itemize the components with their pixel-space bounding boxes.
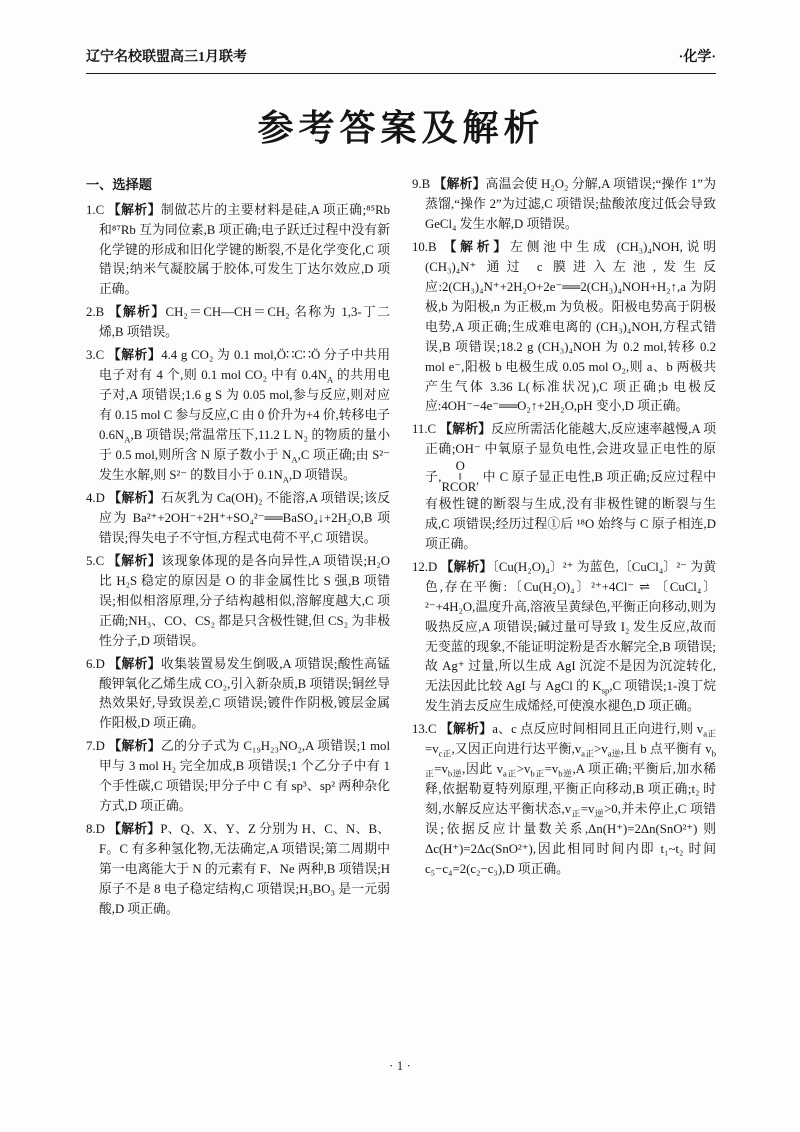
analysis-label: 【解析】	[108, 305, 166, 320]
question-number-answer: 9.B	[412, 177, 431, 191]
analysis-label: 【解析】	[107, 202, 162, 217]
question-number-answer: 13.C	[412, 722, 437, 737]
analysis-label: 【解析】	[108, 656, 161, 671]
carbonyl-structure: O ‖ RCOR′	[441, 459, 480, 495]
two-column-body	[86, 175, 716, 923]
answer-item-6	[86, 655, 390, 735]
analysis-label: 【解析】	[107, 348, 162, 363]
section-heading-choice: 一、选择题	[86, 177, 152, 192]
question-number-answer: 3.C	[86, 348, 105, 363]
answer-item-8	[86, 820, 390, 920]
subject-label: ·化学·	[678, 50, 716, 65]
question-number-answer: 5.C	[86, 553, 105, 568]
analysis-label: 【解析】	[108, 739, 161, 754]
question-number-answer: 6.D	[86, 656, 105, 671]
left-column	[86, 175, 390, 923]
exam-title: 辽宁名校联盟高三1月联考	[86, 50, 247, 65]
analysis-text: 反应所需活化能越大,反应速率越慢,A 项正确;OH⁻ 中氧原子显负电性,会进攻显正电性的原子, O ‖ RCOR′ 中 C 原子显正电性,B 项正确;反应过程中有极性键的断裂与生成,没有非极性键的断裂与生成,C 项错误;经历过程①后 ¹⁸O 始终与 C 原子相连,D 项正确。	[425, 422, 716, 551]
analysis-label: 【解析】	[440, 559, 493, 574]
answer-item-7	[86, 737, 390, 817]
analysis-text: 乙的分子式为 C₁₉H₂₃NO₂,A 项错误;1 mol 甲与 3 mol H₂ 完全加成,B 项错误;1 个乙分子中有 1 个手性碳,C 项错误;甲分子中 C 有 sp³、sp² 两种杂化方式,D 项正确。	[99, 739, 390, 814]
question-number-answer: 7.D	[86, 739, 105, 754]
analysis-label: 【解析】	[108, 822, 161, 837]
analysis-label: 【解析】	[440, 722, 493, 737]
question-number-answer: 2.B	[86, 305, 105, 320]
analysis-label: 【解析】	[439, 422, 492, 437]
analysis-label: 【解析】	[443, 239, 510, 254]
analysis-label: 【解析】	[433, 177, 486, 191]
analysis-text: 4.4 g CO₂ 为 0.1 mol,Ö∷C∷Ö 分子中共用电子对有 4 个,则 0.1 mol CO₂ 中有 $0.4N_A$ 的共用电子对,A 项错误;1.6 g S 为 0.05 mol,参与反应,则对应有 0.15 mol C 参与反应,C 由 0 价升为+4 价,转移电子 $0.6N_A,B$ 项错误;常温常压下,11.2 L N₂ 的物质的量小于 0.5 mol,则所含 N 原子数小于 $N_A,C$ 项正确;由 S²⁻ 发生水解,则 S²⁻ 的数目小于 $0.1N_A,D$ 项错误。	[99, 348, 391, 485]
answer-item-1	[86, 201, 390, 301]
analysis-text: 制做芯片的主要材料是硅,A 项正确;⁸⁵Rb 和⁸⁷Rb 互为同位素,B 项正确;电子跃迁过程中没有新化学键的形成和旧化学键的断裂,不是化学变化,C 项错误;纳米气凝胶属于胶体,可发生丁达尔效应,D 项正确。	[99, 202, 390, 297]
answer-item-13	[412, 720, 716, 880]
analysis-label: 【解析】	[107, 553, 162, 568]
page-title: 参考答案及解析	[257, 108, 545, 148]
answer-item-11	[412, 420, 716, 554]
analysis-text: 高温会使 H₂O₂ 分解,A 项错误;“操作 1”为蒸馏,“操作 2”为过滤,C 项错误;盐酸浓度过低会导致 GeCl₄ 发生水解,D 项错误。	[425, 177, 716, 231]
question-number-answer: 12.D	[412, 559, 438, 574]
page-footer	[0, 1058, 800, 1074]
answer-item-12	[412, 558, 716, 718]
analysis-label: 【解析】	[108, 490, 161, 505]
analysis-text: 〔Cu(H₂O)₄〕²⁺ 为蓝色,〔CuCl₄〕²⁻ 为黄色,存在平衡:〔Cu(H₂O)₄〕²⁺+4Cl⁻ ⇌ 〔CuCl₄〕²⁻+4H₂O,温度升高,溶液呈黄绿色,平衡正向移动,则为吸热反应,A 项错误;碱过量可导致 I₂ 发生反应,故而无变蓝的现象,不能证明淀粉是否水解完全,B 项错误;故 Ag⁺ 过量,所以生成 AgI 沉淀不是因为沉淀转化,无法因此比较 AgI 与 AgCl 的 $K_{sp},C$ 项错误;1-溴丁烷发生消去反应生成烯烃,可使溴水褪色,D 项正确。	[425, 559, 717, 714]
question-number-answer: 1.C	[86, 202, 105, 217]
question-number-answer: 4.D	[86, 490, 105, 505]
answer-item-3	[86, 346, 390, 486]
question-number-answer: 10.B	[412, 239, 437, 254]
right-column	[412, 175, 716, 923]
answer-item-10	[412, 238, 716, 418]
analysis-text: P、Q、X、Y、Z 分别为 H、C、N、B、F。C 有多种氢化物,无法确定,A 项错误;第二周期中第一电离能大于 N 的元素有 F、Ne 两种,B 项错误;H 原子不是 8 电子稳定结构,C 项错误;H₃BO₃ 是一元弱酸,D 项正确。	[99, 822, 391, 916]
analysis-text: 收集装置易发生倒吸,A 项错误;酸性高锰酸钾氧化乙烯生成 CO₂,引入新杂质,B 项错误;铜丝导热效果好,导致误差,C 项错误;镀件作阴极,镀层金属作阳极,D 项正确。	[99, 656, 390, 731]
analysis-text: CH₂＝CH—CH＝CH₂ 名称为 1,3-丁二烯,B 项错误。	[99, 305, 391, 340]
answer-item-9	[412, 175, 716, 235]
analysis-text: 左侧池中生成 (CH₃)₄NOH,说明 (CH₃)₄N⁺ 通过 c 膜进入左池,发生反应:2(CH₃)₄N⁺+2H₂O+2e⁻══2(CH₃)₄NOH+H₂↑,a 为阴极,b 为阳极,n 为正极,m 为负极。阳极电势高于阴极电势,A 项正确;生成难电离的 (CH₃)₄NOH,方程式错误,B 项错误;18.2 g (CH₃)₄NOH 为 0.2 mol,转移 0.2 mol e⁻,阳极 b 电极生成 0.05 mol O₂,则 a、b 两极共产生气体 3.36 L(标准状况),C 项正确;b 电极反应:4OH⁻−4e⁻══O₂↑+2H₂O,pH 变小,D 项正确。	[425, 239, 717, 414]
analysis-text: 石灰乳为 Ca(OH)₂ 不能溶,A 项错误;该反应为 Ba²⁺+2OH⁻+2H⁺+SO₄²⁻══BaSO₄↓+2H₂O,B 项错误;得失电子不守恒,方程式电荷不平,C 项错误。	[99, 490, 390, 545]
question-number-answer: 8.D	[86, 822, 105, 837]
answer-item-4	[86, 489, 390, 549]
analysis-text: 该现象体现的是各向异性,A 项错误;H₂O 比 H₂S 稳定的原因是 O 的非金属性比 S 强,B 项错误;相似相溶原理,分子结构越相似,溶解度越大,C 项正确;NH₃、CO、CS₂ 都是只含极性键,但 CS₂ 为非极性分子,D 项错误。	[99, 553, 391, 648]
page-header	[86, 46, 716, 74]
question-number-answer: 11.C	[412, 422, 437, 437]
page-content	[86, 46, 716, 923]
analysis-text: a、c 点反应时间相同且正向进行,则 $v_{a正}=v_{c正}$,又因正向进行达平衡$,v_{a正}>v_{a逆}$,且 b 点平衡有 $v_{b正}=v_{b逆}$,因此 $v_{a正}>v_{b正}=v_{b逆},A$ 项正确;平衡后,加水稀释,依据勒夏特列原理,平衡正向移动,B 项正确;t₂ 时刻,水解反应达平衡状态$,v_正=v_逆>0$,并未停止,C 项错误;依据反应计量数关系,Δn(H⁺)=2Δn(SnO²⁺) 则 Δc(H⁺)=2Δc(SnO²⁺),因此相同时间内即 t₁~t₂ 时间 c₅−c₄=2(c₂−c₃),D 项正确。	[425, 722, 717, 877]
answer-item-5	[86, 552, 390, 652]
answer-item-2	[86, 303, 390, 343]
page-number: · 1 ·	[389, 1058, 411, 1073]
